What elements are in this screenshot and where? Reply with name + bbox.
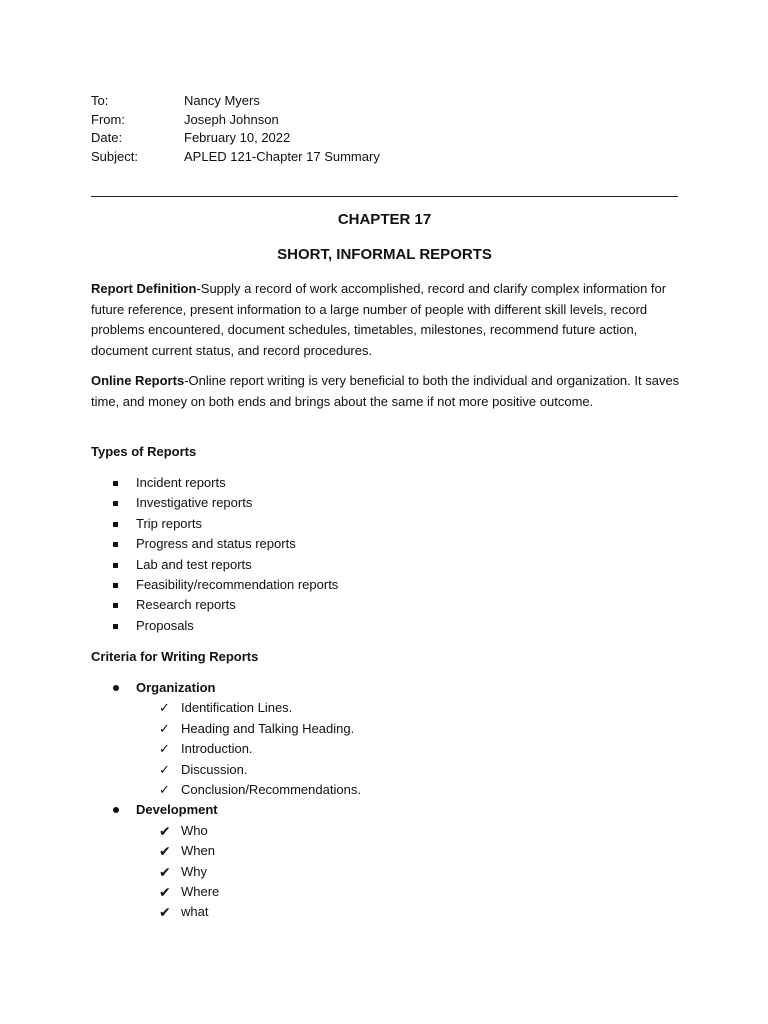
list-item xyxy=(91,862,361,882)
list-item-text: Why xyxy=(181,863,207,879)
criteria-heading: Criteria for Writing Reports xyxy=(91,649,259,664)
online-reports-paragraph xyxy=(91,371,681,412)
checkmark-icon: ✓ xyxy=(159,700,170,716)
square-bullet-icon xyxy=(113,583,118,588)
list-item xyxy=(91,719,361,739)
list-item-text: Identification Lines. xyxy=(181,700,293,716)
list-item-text: Where xyxy=(181,883,220,899)
list-item xyxy=(91,595,338,615)
memo-subject-label: Subject: xyxy=(91,149,138,165)
list-item xyxy=(91,575,338,595)
list-item xyxy=(91,534,338,554)
list-item-text: what xyxy=(181,904,209,920)
square-bullet-icon xyxy=(113,481,118,486)
memo-to-value: Nancy Myers xyxy=(184,93,260,108)
list-item xyxy=(91,841,361,861)
organization-checklist xyxy=(91,698,361,800)
square-bullet-icon xyxy=(113,563,118,568)
list-item-text: Investigative reports xyxy=(136,495,253,511)
checkmark-icon: ✔ xyxy=(159,863,171,880)
types-list xyxy=(91,473,338,636)
square-bullet-icon xyxy=(113,624,118,629)
list-item xyxy=(91,821,361,841)
memo-date-row xyxy=(91,129,380,148)
list-item-text: Research reports xyxy=(136,597,236,613)
memo-date-value: February 10, 2022 xyxy=(184,130,291,146)
list-item xyxy=(91,902,361,922)
online-reports-text: -Online report writing is very beneficial to both the individual and organization. It saves time, and money on both ends and brings about the same if not more positive outcome. xyxy=(91,373,680,409)
checkmark-icon: ✔ xyxy=(159,843,171,860)
list-item-text: Trip reports xyxy=(136,515,202,531)
memo-date-label: Date: xyxy=(91,130,123,146)
memo-to-label: To: xyxy=(91,93,109,108)
list-item xyxy=(91,473,338,493)
list-item xyxy=(91,760,361,780)
checkmark-icon: ✔ xyxy=(159,822,171,839)
list-item-text: Introduction. xyxy=(181,741,253,757)
criteria-development-label: Development xyxy=(136,802,218,818)
round-bullet-icon xyxy=(113,807,119,813)
list-item-text: Discussion. xyxy=(181,761,248,777)
checkmark-icon: ✔ xyxy=(159,883,171,900)
checkmark-icon: ✓ xyxy=(159,741,170,757)
memo-subject-row xyxy=(91,148,380,167)
development-checklist xyxy=(91,821,361,923)
memo-from-row xyxy=(91,111,380,130)
memo-to-row xyxy=(91,92,380,111)
checkmark-icon: ✓ xyxy=(159,720,170,736)
list-item xyxy=(91,739,361,759)
chapter-subtitle: SHORT, INFORMAL REPORTS xyxy=(277,246,492,263)
list-item-text: When xyxy=(181,843,215,859)
criteria-list xyxy=(91,678,361,923)
square-bullet-icon xyxy=(113,501,118,506)
report-definition-paragraph xyxy=(91,279,681,361)
memo-subject-value: APLED 121-Chapter 17 Summary xyxy=(184,149,380,165)
online-reports-term: Online Reports xyxy=(91,373,185,388)
list-item xyxy=(91,514,338,534)
list-item-text: Lab and test reports xyxy=(136,556,252,572)
memo-from-value: Joseph Johnson xyxy=(184,111,279,127)
list-item xyxy=(91,882,361,902)
list-item xyxy=(91,555,338,575)
list-item xyxy=(91,493,338,513)
criteria-organization-label: Organization xyxy=(136,680,216,695)
report-definition-term: Report Definition xyxy=(91,281,197,296)
square-bullet-icon xyxy=(113,522,118,527)
list-item-text: Conclusion/Recommendations. xyxy=(181,781,361,797)
square-bullet-icon xyxy=(113,603,118,608)
checkmark-icon: ✓ xyxy=(159,781,170,797)
criteria-organization xyxy=(91,678,361,698)
divider-line xyxy=(91,196,678,197)
criteria-development xyxy=(91,800,361,820)
checkmark-icon: ✓ xyxy=(159,761,170,777)
types-heading: Types of Reports xyxy=(91,444,197,459)
list-item xyxy=(91,616,338,636)
report-definition-text: -Supply a record of work accomplished, record and clarify complex information for future reference, present information to a large number of people with different skill levels, record problems encountered, document schedules, timetables, milestones, recommend future action, document current status, and record procedures. xyxy=(91,281,667,358)
checkmark-icon: ✔ xyxy=(159,904,171,921)
list-item xyxy=(91,698,361,718)
list-item xyxy=(91,780,361,800)
list-item-text: Progress and status reports xyxy=(136,536,296,552)
list-item-text: Heading and Talking Heading. xyxy=(181,720,355,736)
square-bullet-icon xyxy=(113,542,118,547)
round-bullet-icon xyxy=(113,685,119,691)
chapter-title: CHAPTER 17 xyxy=(337,211,432,228)
memo-from-label: From: xyxy=(91,111,125,127)
memo-header xyxy=(91,92,380,167)
list-item-text: Proposals xyxy=(136,617,194,633)
list-item-text: Incident reports xyxy=(136,475,226,490)
list-item-text: Who xyxy=(181,822,208,838)
list-item-text: Feasibility/recommendation reports xyxy=(136,576,339,592)
